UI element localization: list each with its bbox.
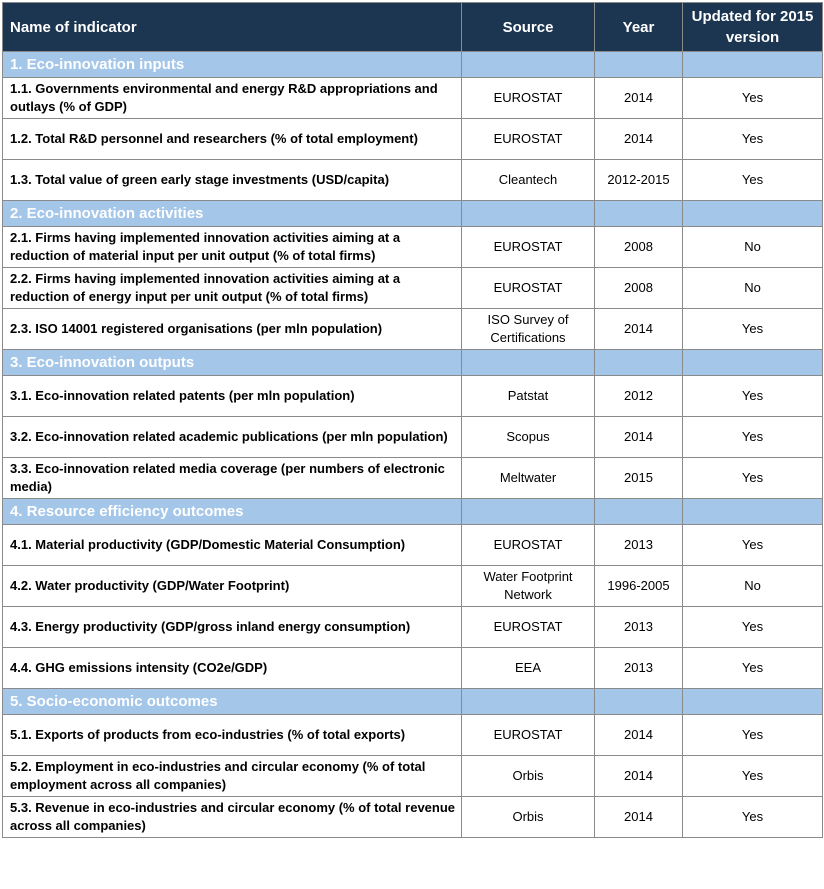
- section-header-row: [3, 350, 823, 376]
- indicator-name-cell: 2.1. Firms having implemented innovation activities aiming at a reduction of material input per unit output (% of total firms): [3, 227, 462, 268]
- updated-cell: Yes: [683, 715, 823, 756]
- section-header-row: [3, 689, 823, 715]
- section-empty-cell: [595, 499, 683, 525]
- section-title: 4. Resource efficiency outcomes: [3, 499, 462, 525]
- table-row: [3, 268, 823, 309]
- table-row: [3, 119, 823, 160]
- updated-cell: No: [683, 268, 823, 309]
- section-empty-cell: [462, 350, 595, 376]
- section-title: 1. Eco-innovation inputs: [3, 52, 462, 78]
- indicator-name-cell: 3.1. Eco-innovation related patents (per mln population): [3, 376, 462, 417]
- updated-cell: Yes: [683, 78, 823, 119]
- section-empty-cell: [462, 52, 595, 78]
- source-cell: Orbis: [462, 797, 595, 838]
- section-header-row: [3, 52, 823, 78]
- updated-cell: Yes: [683, 417, 823, 458]
- year-cell: 2008: [595, 268, 683, 309]
- section-empty-cell: [462, 689, 595, 715]
- indicator-name-cell: 1.2. Total R&D personnel and researchers (% of total employment): [3, 119, 462, 160]
- updated-cell: Yes: [683, 607, 823, 648]
- updated-cell: Yes: [683, 756, 823, 797]
- year-cell: 2013: [595, 648, 683, 689]
- table-row: [3, 715, 823, 756]
- section-header-row: [3, 201, 823, 227]
- section-empty-cell: [595, 689, 683, 715]
- indicator-name-cell: 5.1. Exports of products from eco-industries (% of total exports): [3, 715, 462, 756]
- header-updated: Updated for 2015 version: [683, 3, 823, 52]
- year-cell: 2013: [595, 525, 683, 566]
- section-empty-cell: [595, 52, 683, 78]
- header-name-of-indicator: Name of indicator: [3, 3, 462, 52]
- year-cell: 2015: [595, 458, 683, 499]
- year-cell: 2014: [595, 715, 683, 756]
- section-empty-cell: [462, 499, 595, 525]
- indicator-name-cell: 2.3. ISO 14001 registered organisations (per mln population): [3, 309, 462, 350]
- indicator-name-cell: 1.3. Total value of green early stage investments (USD/capita): [3, 160, 462, 201]
- year-cell: 2008: [595, 227, 683, 268]
- source-cell: ISO Survey of Certifications: [462, 309, 595, 350]
- year-cell: 2014: [595, 309, 683, 350]
- source-cell: Water Footprint Network: [462, 566, 595, 607]
- year-cell: 2012-2015: [595, 160, 683, 201]
- section-empty-cell: [595, 350, 683, 376]
- header-year: Year: [595, 3, 683, 52]
- updated-cell: Yes: [683, 160, 823, 201]
- year-cell: 2014: [595, 78, 683, 119]
- updated-cell: Yes: [683, 119, 823, 160]
- section-title: 3. Eco-innovation outputs: [3, 350, 462, 376]
- source-cell: Orbis: [462, 756, 595, 797]
- updated-cell: Yes: [683, 376, 823, 417]
- source-cell: EUROSTAT: [462, 268, 595, 309]
- source-cell: EUROSTAT: [462, 78, 595, 119]
- updated-cell: Yes: [683, 648, 823, 689]
- table-row: [3, 525, 823, 566]
- source-cell: Meltwater: [462, 458, 595, 499]
- source-cell: EUROSTAT: [462, 525, 595, 566]
- table-row: [3, 160, 823, 201]
- updated-cell: Yes: [683, 458, 823, 499]
- indicator-name-cell: 4.1. Material productivity (GDP/Domestic Material Consumption): [3, 525, 462, 566]
- source-cell: EUROSTAT: [462, 715, 595, 756]
- table-row: [3, 309, 823, 350]
- source-cell: Cleantech: [462, 160, 595, 201]
- table-row: [3, 376, 823, 417]
- indicator-name-cell: 1.1. Governments environmental and energy R&D appropriations and outlays (% of GDP): [3, 78, 462, 119]
- table-body: [3, 52, 823, 838]
- year-cell: 2013: [595, 607, 683, 648]
- year-cell: 2014: [595, 417, 683, 458]
- indicator-name-cell: 4.2. Water productivity (GDP/Water Footprint): [3, 566, 462, 607]
- section-title: 5. Socio-economic outcomes: [3, 689, 462, 715]
- section-empty-cell: [683, 52, 823, 78]
- section-empty-cell: [683, 689, 823, 715]
- table-row: [3, 78, 823, 119]
- header-row: [3, 3, 823, 52]
- indicator-name-cell: 3.3. Eco-innovation related media coverage (per numbers of electronic media): [3, 458, 462, 499]
- table-row: [3, 458, 823, 499]
- year-cell: 2012: [595, 376, 683, 417]
- source-cell: Scopus: [462, 417, 595, 458]
- section-header-row: [3, 499, 823, 525]
- year-cell: 1996-2005: [595, 566, 683, 607]
- updated-cell: Yes: [683, 525, 823, 566]
- table-row: [3, 607, 823, 648]
- section-empty-cell: [683, 201, 823, 227]
- table-row: [3, 756, 823, 797]
- updated-cell: Yes: [683, 309, 823, 350]
- indicator-name-cell: 4.4. GHG emissions intensity (CO2e/GDP): [3, 648, 462, 689]
- source-cell: EEA: [462, 648, 595, 689]
- year-cell: 2014: [595, 119, 683, 160]
- header-source: Source: [462, 3, 595, 52]
- section-empty-cell: [683, 499, 823, 525]
- table-row: [3, 566, 823, 607]
- indicator-name-cell: 5.3. Revenue in eco-industries and circular economy (% of total revenue across all companies): [3, 797, 462, 838]
- source-cell: EUROSTAT: [462, 607, 595, 648]
- section-empty-cell: [595, 201, 683, 227]
- section-empty-cell: [462, 201, 595, 227]
- updated-cell: No: [683, 566, 823, 607]
- indicator-name-cell: 3.2. Eco-innovation related academic publications (per mln population): [3, 417, 462, 458]
- table-row: [3, 417, 823, 458]
- year-cell: 2014: [595, 797, 683, 838]
- indicator-table: [2, 2, 823, 838]
- table-row: [3, 797, 823, 838]
- updated-cell: No: [683, 227, 823, 268]
- indicator-name-cell: 4.3. Energy productivity (GDP/gross inland energy consumption): [3, 607, 462, 648]
- source-cell: Patstat: [462, 376, 595, 417]
- source-cell: EUROSTAT: [462, 119, 595, 160]
- table-row: [3, 648, 823, 689]
- indicator-name-cell: 5.2. Employment in eco-industries and circular economy (% of total employment across all companies): [3, 756, 462, 797]
- section-title: 2. Eco-innovation activities: [3, 201, 462, 227]
- section-empty-cell: [683, 350, 823, 376]
- table-row: [3, 227, 823, 268]
- source-cell: EUROSTAT: [462, 227, 595, 268]
- indicator-name-cell: 2.2. Firms having implemented innovation activities aiming at a reduction of energy input per unit output (% of total firms): [3, 268, 462, 309]
- updated-cell: Yes: [683, 797, 823, 838]
- year-cell: 2014: [595, 756, 683, 797]
